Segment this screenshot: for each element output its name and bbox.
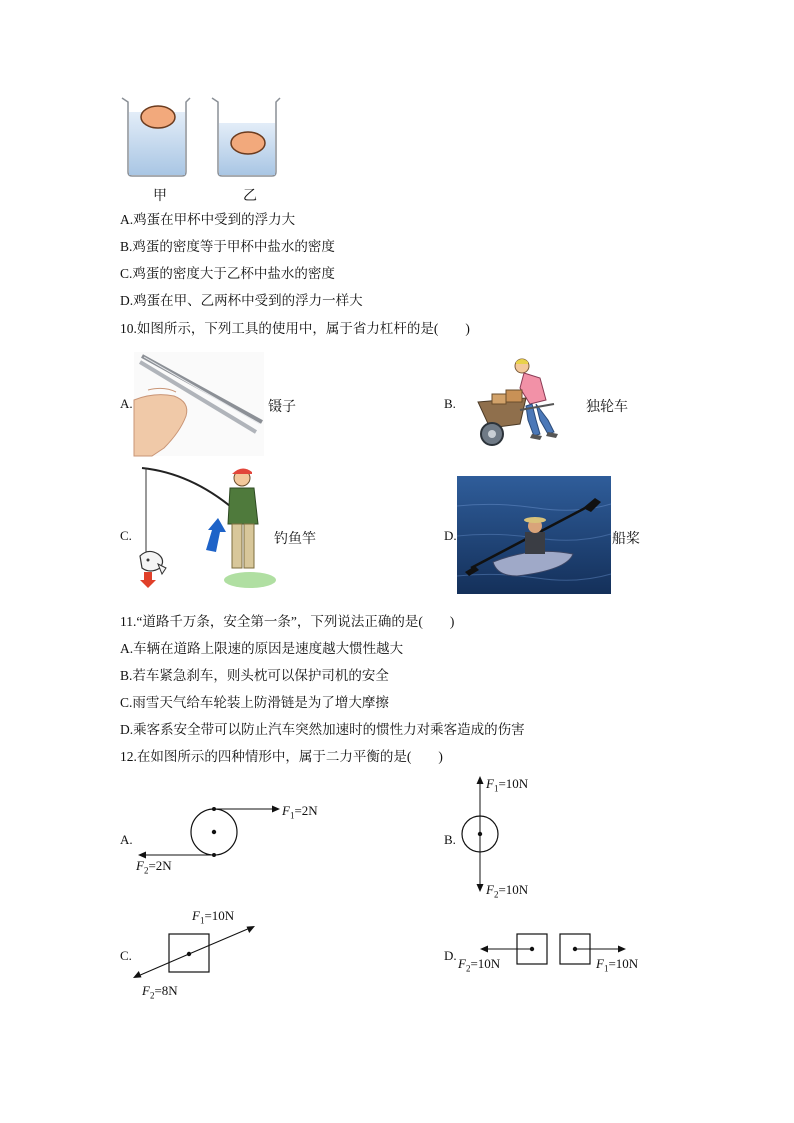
q9-option-b[interactable]: B.鸡蛋的密度等于甲杯中盐水的密度 xyxy=(120,239,335,254)
q9-option-c[interactable]: C.鸡蛋的密度大于乙杯中盐水的密度 xyxy=(120,266,335,281)
q12-b-f1-label: $F_1=10N$ xyxy=(486,776,529,794)
q11-option-d[interactable]: D.乘客系安全带可以防止汽车突然加速时的惯性力对乘客造成的伤害 xyxy=(120,722,525,737)
q9-option-a[interactable]: A.鸡蛋在甲杯中受到的浮力大 xyxy=(120,212,296,227)
beaker-label-yi: 乙 xyxy=(243,189,257,204)
q10-option-b-letter[interactable]: B. xyxy=(444,396,456,411)
egg-shape xyxy=(231,132,265,154)
q11-option-c[interactable]: C.雨雪天气给车轮装上防滑链是为了增大摩擦 xyxy=(120,695,389,710)
q11-option-a[interactable]: A.车辆在道路上限速的原因是速度越大惯性越大 xyxy=(120,641,404,656)
q12-stem: 12.在如图所示的四种情形中，属于二力平衡的是( ) xyxy=(120,749,443,764)
q12-c-f1-label: $F_1=10N$ xyxy=(192,908,235,926)
egg-shape xyxy=(141,106,175,128)
fishing-rod-image xyxy=(140,464,270,594)
down-arrow-red xyxy=(140,572,156,588)
beaker-jia-figure xyxy=(120,96,192,178)
q12-option-d-letter[interactable]: D. xyxy=(444,948,457,963)
q12-option-b-letter[interactable]: B. xyxy=(444,832,456,847)
beaker-yi-figure xyxy=(210,96,282,178)
q12-option-a-letter[interactable]: A. xyxy=(120,832,133,847)
q10-option-c-name: 钓鱼竿 xyxy=(274,532,316,547)
q10-option-a-name: 镊子 xyxy=(268,400,296,415)
q12-c-f2-label: $F_2=8N$ xyxy=(142,983,178,1001)
q10-option-b-name: 独轮车 xyxy=(586,400,628,415)
q12-a-f1-label: $F_1=2N$ xyxy=(282,803,318,821)
q12-option-c-letter[interactable]: C. xyxy=(120,948,132,963)
q12-d-f1-label: $F_1=10N$ xyxy=(596,956,639,974)
q12-b-f2-label: $F_2=10N$ xyxy=(486,882,529,900)
up-arrow-blue xyxy=(206,518,226,552)
q10-stem: 10.如图所示，下列工具的使用中，属于省力杠杆的是( ) xyxy=(120,321,470,336)
q10-option-c-letter[interactable]: C. xyxy=(120,528,132,543)
beaker-label-jia: 甲 xyxy=(153,189,167,204)
q12-a-f2-label: $F_2=2N$ xyxy=(136,858,172,876)
tweezers-image xyxy=(134,352,264,456)
q11-option-b[interactable]: B.若车紧急刹车，则头枕可以保护司机的安全 xyxy=(120,668,389,683)
q11-stem: 11.“道路千万条，安全第一条”，下列说法正确的是( ) xyxy=(120,614,455,629)
force-diagram-c xyxy=(130,918,260,988)
q10-option-d-name: 船桨 xyxy=(612,532,640,547)
wheelbarrow-image xyxy=(470,358,570,450)
q9-option-d[interactable]: D.鸡蛋在甲、乙两杯中受到的浮力一样大 xyxy=(120,293,363,308)
q12-d-f2-label: $F_2=10N$ xyxy=(458,956,501,974)
q10-option-a-letter[interactable]: A. xyxy=(120,396,133,411)
q10-option-d-letter[interactable]: D. xyxy=(444,528,457,543)
kayak-paddle-image xyxy=(457,476,611,594)
